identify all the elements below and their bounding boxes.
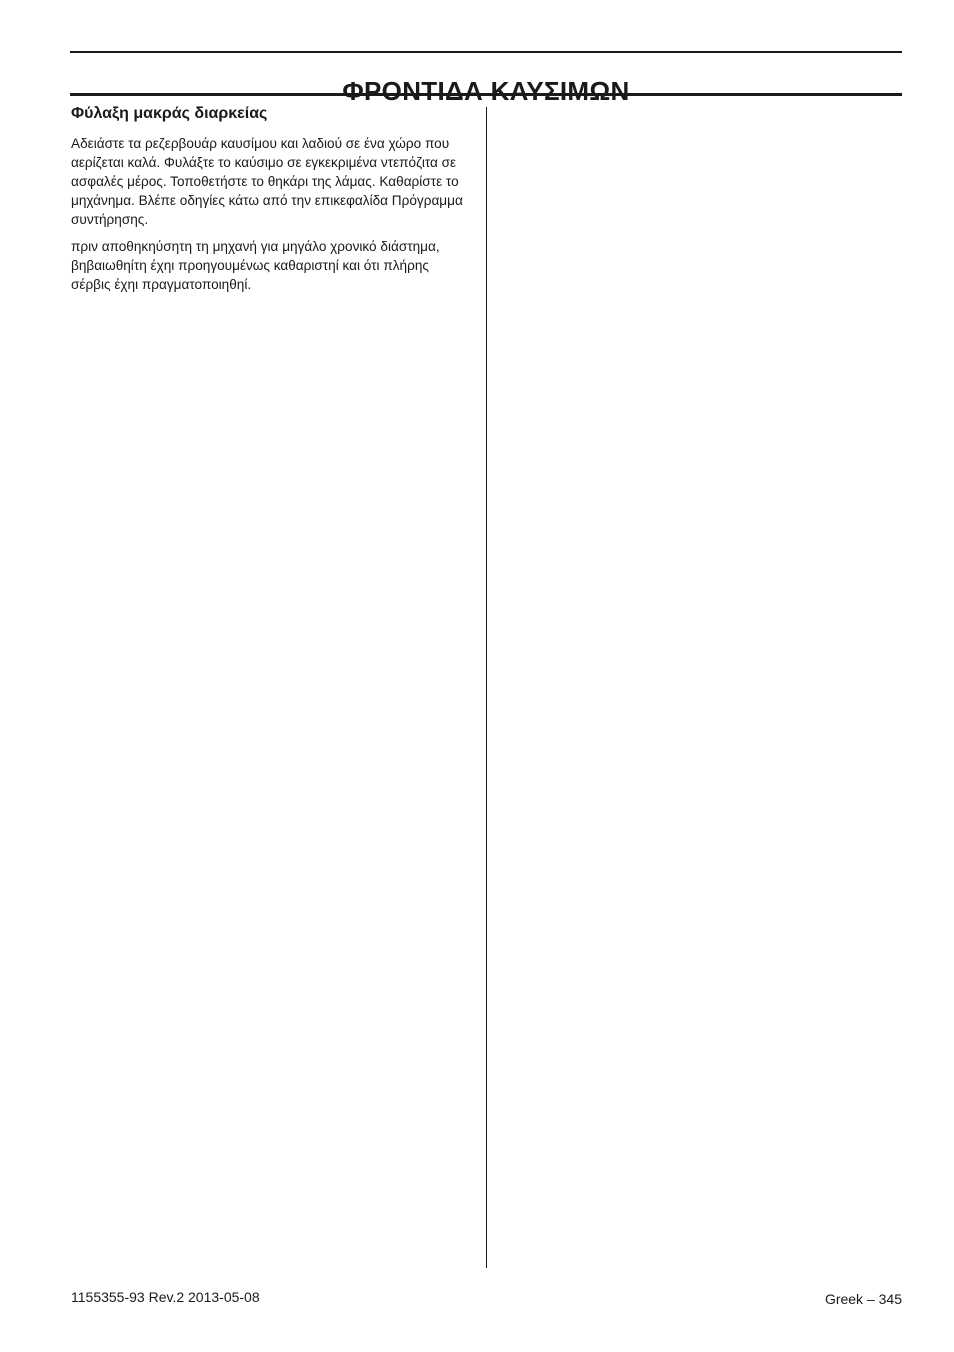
left-column: [71, 103, 471, 302]
header-rule-top: [70, 51, 902, 53]
section-heading: Φύλαξη μακράς διαρκείας: [71, 105, 268, 122]
page-title: ΦΡΟΝΤΙΔΑ ΚΑΥΣΙΜΩΝ: [342, 76, 630, 107]
paragraph-storage-instructions: Αδειάστε τα ρεζερβουάρ καυσίμου και λαδιού σε ένα χώρο που αερίζεται καλά. Φυλάξτε το καύσιμο σε εγκεκριμένα ντεπόζιτα σε ασφαλές μέρος. Τοποθετήστε το θηκάρι της λάμας. Καθαρίστε το μηχάνημα. Βλέπε οδηγίες κάτω από την επικεφαλίδα Πρόγραμμα συντήρησης.: [71, 136, 463, 227]
paragraph-before-storage: πριν αποθηκηύσητη τη μηχανή για μηγάλο χρονικό διάστημα, βηβαιωθηίτη έχηι προηγουμένως καθαριστηί και ότι πλήρης σέρβις έχηι πραγματοποιηθηί.: [71, 239, 440, 292]
footer-document-reference: 1155355-93 Rev.2 2013-05-08: [71, 1289, 260, 1305]
footer-page-number: Greek – 345: [824, 1291, 902, 1307]
header-rule-bottom: [70, 93, 902, 96]
column-divider: [486, 107, 487, 1268]
